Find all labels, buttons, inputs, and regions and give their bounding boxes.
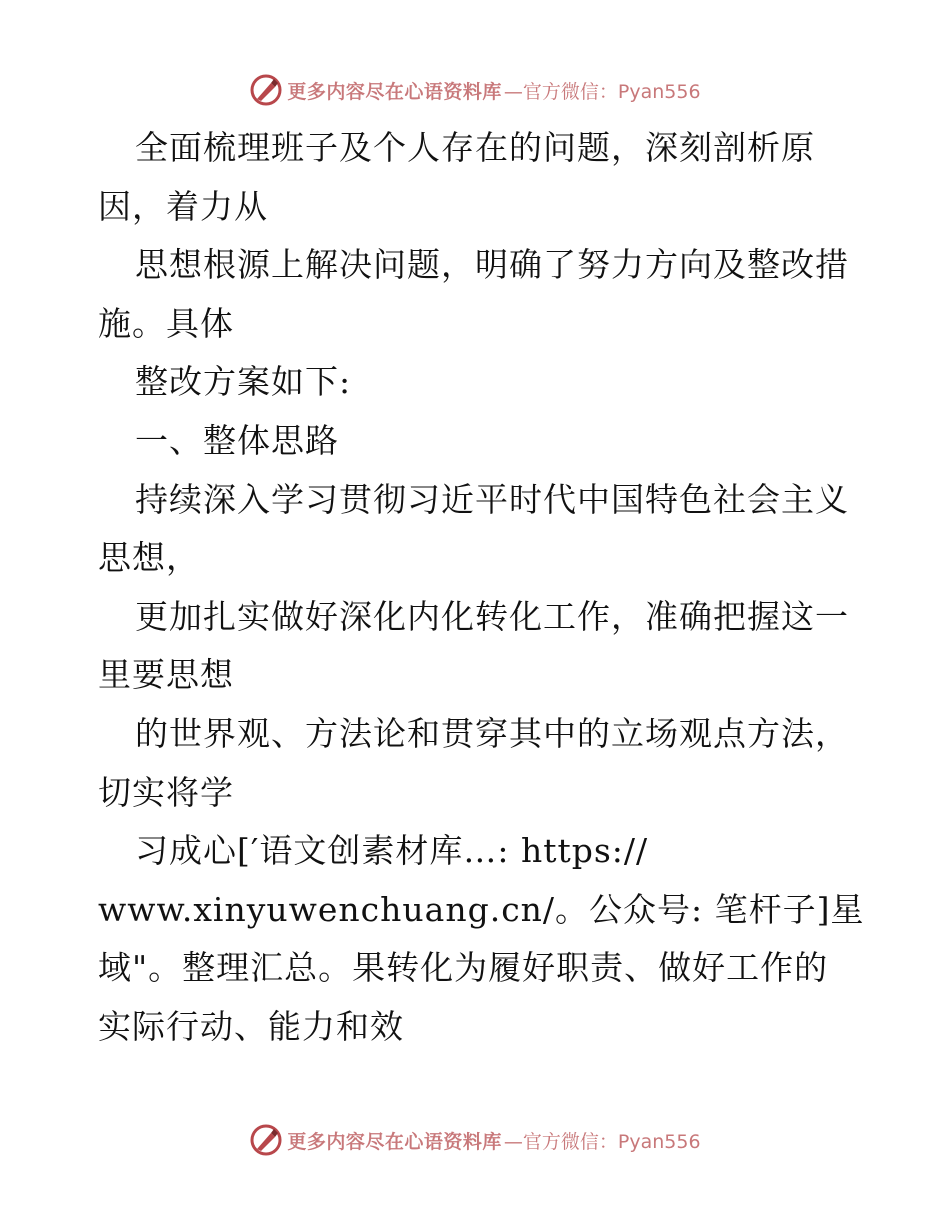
text-line: 整改方案如下: — [135, 362, 352, 402]
text-line: 里要思想 — [98, 655, 234, 695]
footer-banner-contact: —官方微信：Pyan556 — [503, 1130, 701, 1153]
section-heading: 一、整体思路 — [135, 420, 339, 460]
text-line: 持续深入学习贯彻习近平时代中国特色社会主义 — [135, 479, 849, 519]
text-line: 施。具体 — [98, 303, 234, 343]
text-line: 全面梳理班子及个人存在的问题，深刻剖析原 — [135, 128, 815, 167]
text-line: 思想， — [98, 538, 200, 578]
header-banner — [0, 70, 950, 110]
text-line: 切实将学 — [98, 772, 234, 812]
document-body — [98, 119, 865, 1057]
text-line: 习成心[′语文创素材库…: https:// — [135, 831, 649, 871]
text-line: 因，着力从 — [98, 186, 268, 226]
text-line: 域"。整理汇总。果转化为履好职责、做好工作的 — [98, 948, 829, 988]
header-banner-text: 更多内容尽在心语资料库 — [287, 80, 502, 103]
text-line: 的世界观、方法论和贯穿其中的立场观点方法， — [135, 713, 849, 753]
text-line: 思想根源上解决问题，明确了努力方向及整改措 — [135, 245, 849, 285]
text-line: 更加扎实做好深化内化转化工作，准确把握这一 — [135, 596, 849, 636]
footer-banner-text: 更多内容尽在心语资料库 — [287, 1130, 502, 1153]
pen-logo-icon — [249, 1123, 283, 1157]
header-banner-contact: —官方微信：Pyan556 — [503, 80, 701, 103]
pen-logo-icon — [249, 73, 283, 107]
text-line: www.xinyuwenchuang.cn/。公众号: 笔杆子]星 — [98, 889, 865, 929]
footer-banner — [0, 1120, 950, 1160]
text-line: 实际行动、能力和效 — [98, 1006, 404, 1046]
